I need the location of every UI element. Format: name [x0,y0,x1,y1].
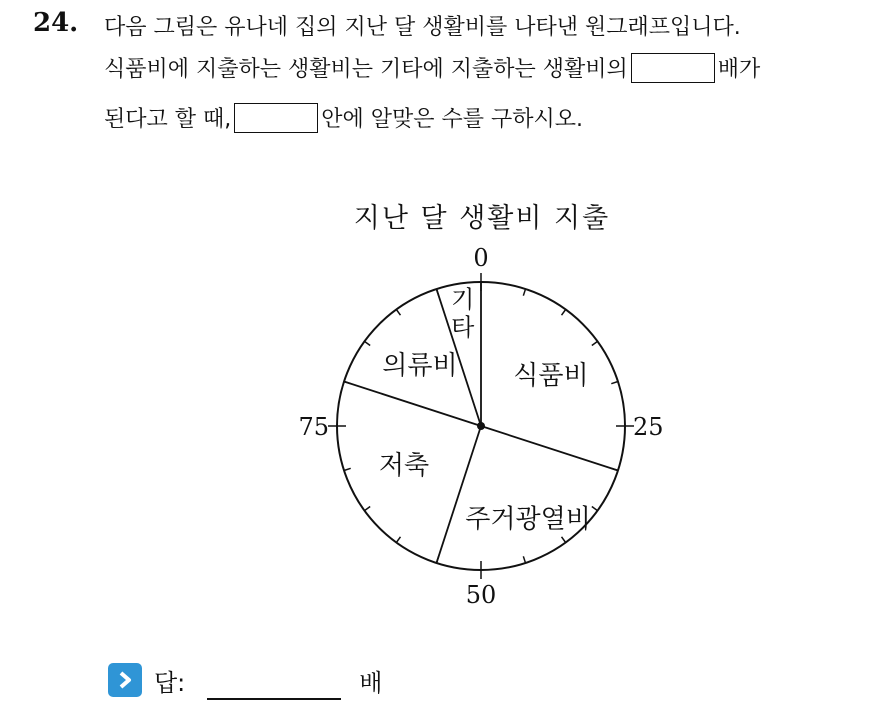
slice-divider [481,426,618,470]
question-text-1: 다음 그림은 유나네 집의 지난 달 생활비를 나타낸 원그래프입니다. [104,15,741,40]
question-number: 24. [33,8,79,38]
scale-tick [562,537,566,543]
slice-divider [437,426,481,563]
question-text-2b: 배가 [717,57,761,82]
answer-unit: 배 [359,668,383,697]
pie-center-dot [477,422,485,430]
scale-tick [396,310,400,316]
scale-tick [611,382,618,384]
question-text-3b: 안에 알맞은 수를 구하시오. [321,107,583,132]
scale-label: 50 [465,581,497,609]
scale-tick [365,507,371,511]
scale-tick [592,507,598,511]
slice-label: 저축 [378,451,430,482]
scale-label: 0 [473,244,489,272]
answer-row [108,660,382,700]
scale-tick [344,468,351,470]
scale-tick [365,341,371,345]
slice-label: 식품비 [513,361,589,392]
slice-divider [344,382,481,426]
slice-label: 주거광열비 [465,504,591,535]
scale-tick [592,341,598,345]
chevron-right-icon [108,663,142,697]
scale-label: 75 [298,413,329,441]
answer-label: 답: [154,668,186,697]
chart-title: 지난 달 생활비 지출 [353,203,611,234]
scale-tick [523,289,525,296]
answer-input-line[interactable] [207,660,341,700]
scale-label: 25 [633,413,664,441]
scale-tick [523,556,525,563]
scale-tick [562,310,566,316]
question-text-3a: 된다고 할 때, [104,107,232,132]
slice-label: 기 타 [451,285,475,342]
scale-tick [396,537,400,543]
slice-label: 의류비 [382,350,458,381]
question-text-2a: 식품비에 지출하는 생활비는 기타에 지출하는 생활비의 [104,57,628,82]
